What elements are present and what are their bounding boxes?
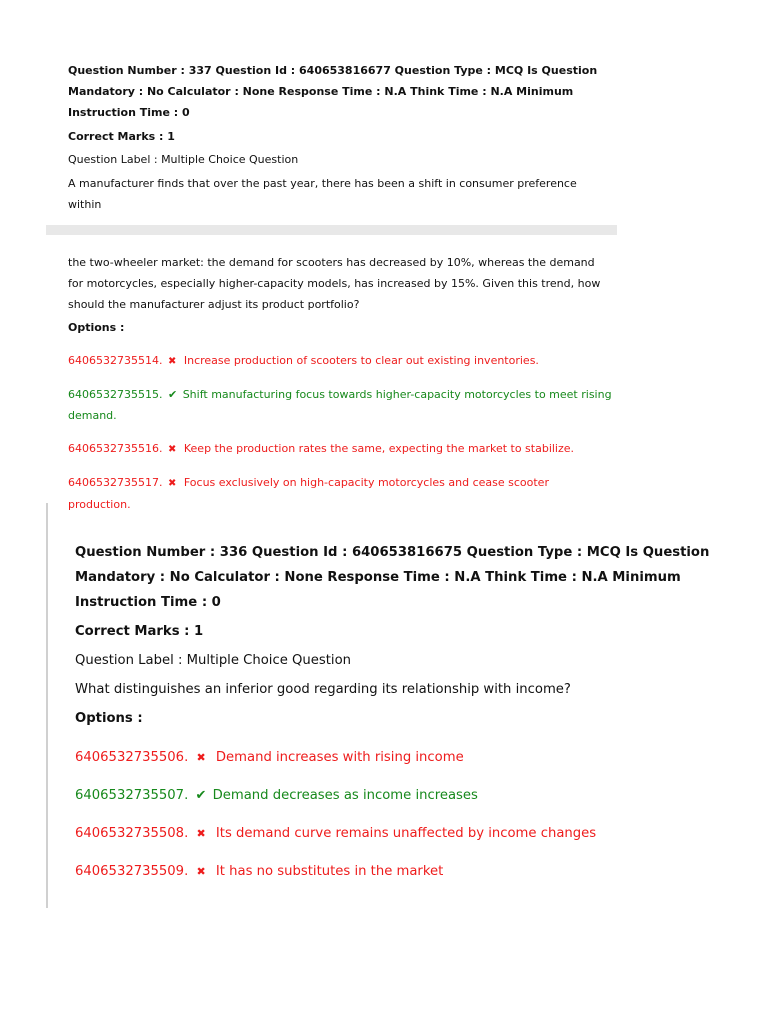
question-336-options-heading: Options :	[75, 711, 143, 726]
question-337-meta: Question Number : 337 Question Id : 640653816677 Question Type : MCQ Is Question Mandatory : No Calculator : None Response Time : N.A Think Time : N.A Minimum Instruction Time : 0	[68, 64, 598, 119]
question-336-label: Question Label : Multiple Choice Question	[75, 653, 351, 668]
question-336-correct-marks: Correct Marks : 1	[75, 624, 204, 639]
cross-icon: ✖	[167, 444, 177, 455]
option-6406532735515	[68, 384, 613, 426]
option-id: 6406532735516.	[68, 442, 163, 455]
question-336-left-border	[46, 503, 48, 908]
option-6406532735517	[68, 472, 613, 515]
option-6406532735507	[75, 783, 725, 808]
question-337-correct-marks: Correct Marks : 1	[68, 130, 175, 143]
option-6406532735514	[68, 350, 613, 372]
option-6406532735509	[75, 859, 725, 884]
option-text: It has no substitutes in the market	[215, 864, 444, 879]
question-337-continued	[68, 252, 613, 515]
question-336	[75, 540, 725, 884]
option-text: Demand increases with rising income	[215, 750, 464, 765]
question-337-stem-part1: A manufacturer finds that over the past year, there has been a shift in consumer preference within	[68, 177, 577, 211]
option-id: 6406532735514.	[68, 354, 163, 367]
cross-icon: ✖	[196, 865, 206, 878]
cross-icon: ✖	[196, 751, 206, 764]
cross-icon: ✖	[196, 827, 206, 840]
option-text: Its demand curve remains unaffected by income changes	[215, 826, 597, 841]
cross-icon: ✖	[167, 356, 177, 367]
option-id: 6406532735509.	[75, 864, 189, 879]
check-icon: ✔	[167, 388, 178, 401]
option-id: 6406532735507.	[75, 788, 189, 803]
question-337-options-heading: Options :	[68, 321, 125, 334]
option-text: Increase production of scooters to clear out existing inventories.	[183, 354, 539, 367]
question-336-meta: Question Number : 336 Question Id : 640653816675 Question Type : MCQ Is Question Mandatory : No Calculator : None Response Time : N.A Think Time : N.A Minimum Instruction Time : 0	[75, 545, 710, 610]
option-id: 6406532735506.	[75, 750, 189, 765]
option-id: 6406532735515.	[68, 388, 163, 401]
question-336-stem: What distinguishes an inferior good regarding its relationship with income?	[75, 682, 571, 697]
option-text: Demand decreases as income increases	[212, 788, 478, 803]
option-text: Keep the production rates the same, expecting the market to stabilize.	[183, 442, 575, 455]
page-break-divider	[46, 225, 617, 235]
question-337-label: Question Label : Multiple Choice Question	[68, 153, 299, 166]
option-text: Focus exclusively on high-capacity motorcycles and cease scooter production.	[68, 476, 549, 511]
question-337-stem-part2: the two-wheeler market: the demand for scooters has decreased by 10%, whereas the demand for motorcycles, especially higher-capacity models, has increased by 15%. Given this trend, how should the manufacturer adjust its product portfolio?	[68, 256, 601, 311]
option-text: Shift manufacturing focus towards higher-capacity motorcycles to meet rising demand.	[68, 388, 612, 422]
option-id: 6406532735508.	[75, 826, 189, 841]
question-337	[68, 60, 628, 215]
option-6406532735508	[75, 821, 725, 846]
option-id: 6406532735517.	[68, 476, 163, 489]
option-6406532735506	[75, 745, 725, 770]
option-6406532735516	[68, 438, 613, 460]
check-icon: ✔	[195, 788, 207, 803]
cross-icon: ✖	[167, 478, 177, 489]
